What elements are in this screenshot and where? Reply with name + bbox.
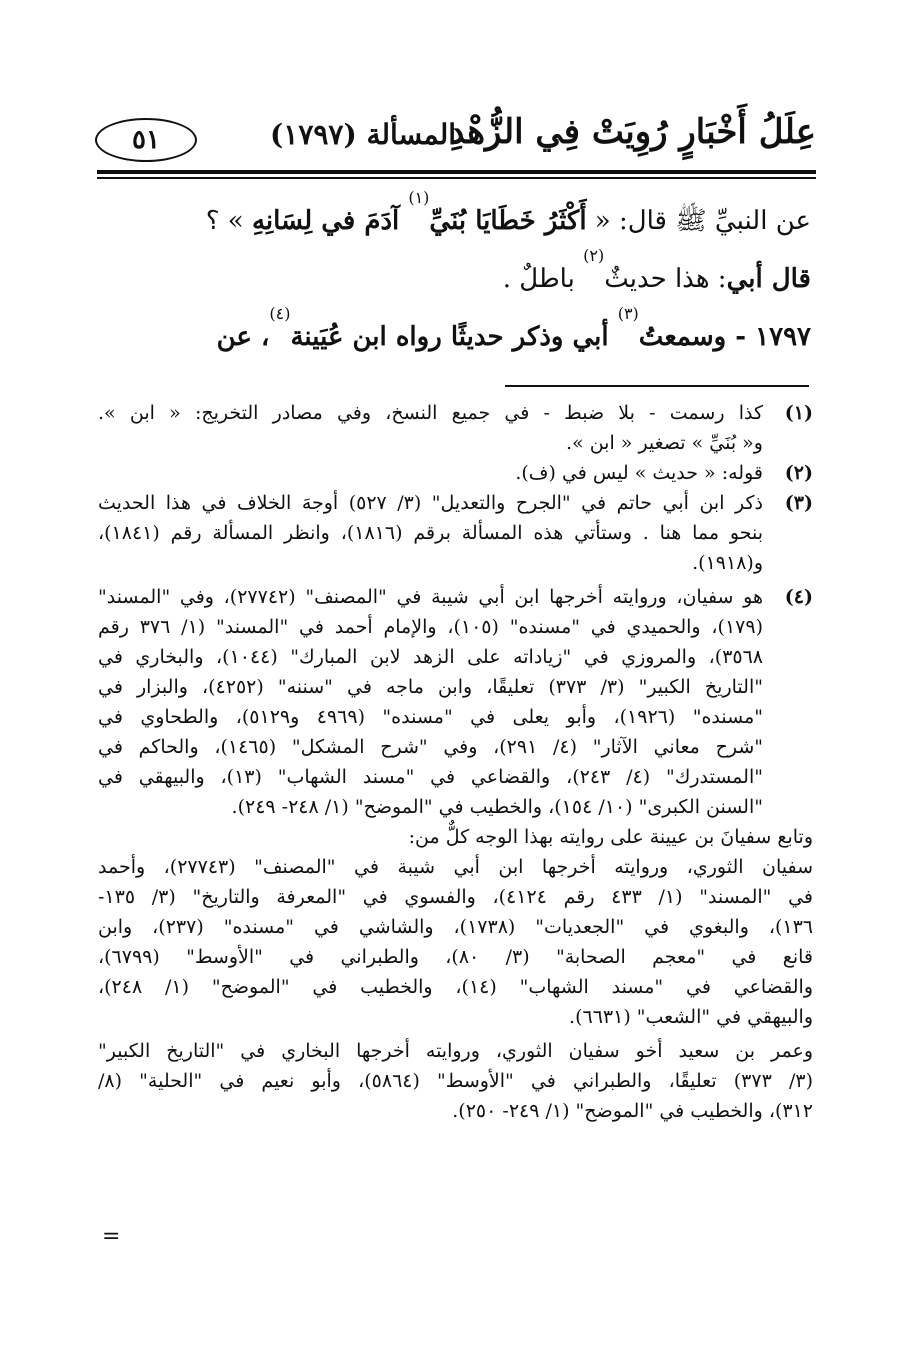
continuation-mark: = <box>102 1224 121 1249</box>
footnote-3: (٣) ذكر ابن أبي حاتم في "الجرح والتعديل" (٣/ ٥٢٧) أوجهَ الخلاف في هذا الحديث بنحو مما هنا . وستأتي هذه المسألة برقم (١٨١٦)، وانظر المسألة رقم (١٨٤١)، و(١٩١٨). <box>98 492 813 574</box>
page-number: ٥١ <box>95 118 197 162</box>
main-line-3: ١٧٩٧ - وسمعتُ$^{(٣)}$ أبي وذكر حديثًا رواه ابن عُيَينة$^{(٤)}$، عن <box>216 304 811 352</box>
footnote-ref: (٢) <box>583 246 605 265</box>
footnote-4: (٤) هو سفيان، وروايته أخرجها ابن أبي شيبة في "المصنف" (٢٧٧٤٢)، وفي "المسند" (١٧٩)، والحميدي في "مسنده" (١٠٥)، والإمام أحمد في "المسند" (١/ ٣٧٦ رقم ٣٥٦٨)، والمروزي في "زياداته على الزهد لابن المبارك" (١٠٤٤)، والبخاري في "التاريخ الكبير" (٣/ ٣٧٣) تعليقًا، وابن ماجه في "سننه" (٤٢٥٢)، والبزار في "مسنده" (١٩٢٦)، وأبو يعلى في "مسنده" (٤٩٦٩ و٥١٢٩)، والطحاوي في "شرح معاني الآثار" (٤/ ٢٩١)، وفي "شرح المشكل" (١٤٦٥)، والحاكم في "المستدرك" (٤/ ٢٤٣)، والقضاعي في "مسند الشهاب" (١٣)، والبيهقي في "السنن الكبرى" (١٠/ ١٥٤)، والخطيب في "الموضح" (١/ ٢٤٨- ٢٤٩). <box>98 586 813 818</box>
footnote-ref: (٣) <box>617 304 639 323</box>
header-rule-thin <box>97 177 816 179</box>
main-line-1: عن النبيِّ ﷺ قال: « أَكْثَرُ خَطَايَا بُنَيِّ$^{(١)}$ آدَمَ في لِسَانِهِ » ؟ <box>205 188 811 236</box>
footnotes <box>98 398 813 1126</box>
footnote-ref: (٤) <box>269 304 291 323</box>
main-text <box>98 188 811 366</box>
main-line-2: قال أبي: هذا حديثٌ$^{(٢)}$ باطلٌ . <box>502 246 811 294</box>
footnote-continuation: وتابع سفيانَ بن عيينة على روايته بهذا الوجه كلٌّ من: سفيان الثوري، وروايته أخرجها ابن أبي شيبة في "المصنف" (٢٧٧٤٣)، وأحمد في "المسند" (١/ ٤٣٣ رقم ٤١٢٤)، والفسوي في "المعرفة والتاريخ" (٣/ ١٣٥- ١٣٦)، والبغوي في "الجعديات" (١٧٣٨)، والشاشي في "مسنده" (٢٣٧)، وابن قانع في "معجم الصحابة" (٣/ ٨٠)، والطبراني في "الأوسط" (٦٧٩٩)، والقضاعي في "مسند الشهاب" (١٤)، والخطيب في "الموضح" (١/ ٢٤٨)، والبيهقي في "الشعب" (٦٦٣١). وعمر بن سعيد أخو سفيان الثوري، وروايته أخرجها البخاري في "التاريخ الكبير" (٣/ ٣٧٣) تعليقًا، والطبراني في "الأوسط" (٥٨٦٤)، وأبو نعيم في "الحلية" (٨/ ٣١٢)، والخطيب في "الموضح" (١/ ٢٤٩- ٢٥٠). <box>98 826 814 1122</box>
header-rule-thick <box>97 170 816 174</box>
page-header <box>95 110 816 170</box>
footnote-1: (١) كذا رسمت - بلا ضبط - في جميع النسخ، وفي مصادر التخريج: « ابن ». و« بُنَيِّ » تصغير « ابن ». <box>98 402 813 454</box>
book-title: عِلَلُ أَخْبَارٍ رُوِيَتْ فِي الزُّهْدِ <box>449 112 816 152</box>
issue-label: المسألة (١٧٩٧) <box>270 118 456 151</box>
footnote-separator <box>505 385 809 387</box>
footnote-ref: (١) <box>408 188 430 207</box>
footnote-2: (٢) قوله: « حديث » ليس في (ف). <box>515 462 813 484</box>
